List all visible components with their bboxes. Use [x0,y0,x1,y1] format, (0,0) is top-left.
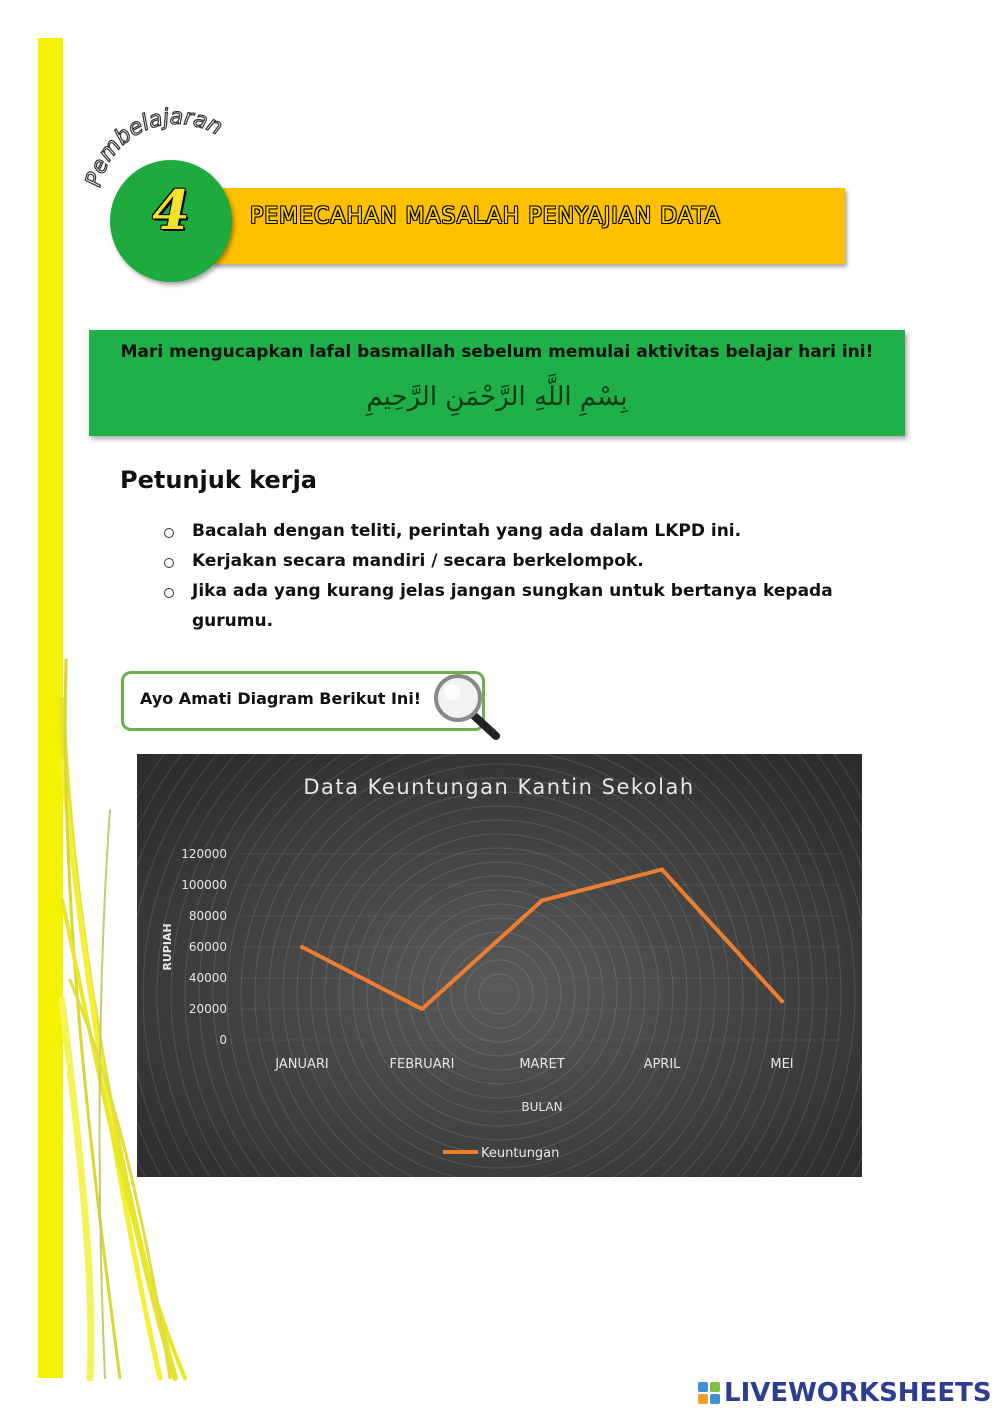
bullet-icon [164,528,174,538]
bullet-icon [164,588,174,598]
y-tick-label: 100000 [181,878,227,892]
instruction-text: Bacalah dengan teliti, perintah yang ada dalam LKPD ini. [192,521,742,541]
x-tick-label: JANUARI [275,1057,329,1072]
data-point [300,945,304,949]
y-tick-label: 40000 [188,971,227,985]
data-point [540,899,544,903]
chart-background [137,754,862,1177]
profit-line-chart [137,754,862,1177]
data-point [660,868,664,872]
data-point [420,1007,424,1011]
liveworksheets-logo [698,1378,992,1408]
list-item [160,516,860,546]
list-item [160,546,860,576]
page-title: PEMECAHAN MASALAH PENYAJIAN DATA [250,204,721,229]
x-axis-label: BULAN [521,1100,563,1114]
x-tick-label: MARET [519,1057,565,1072]
y-tick-label: 60000 [188,940,227,954]
prayer-box [89,330,905,436]
y-tick-label: 120000 [181,847,227,861]
data-point [780,999,784,1003]
legend-label: Keuntungan [481,1146,560,1161]
list-item [160,576,860,636]
instructions-title: Petunjuk kerja [120,466,317,494]
magnifier-icon [432,672,504,742]
y-tick-label: 80000 [188,909,227,923]
bullet-icon [164,558,174,568]
brand-name: LIVEWORKSHEETS [724,1378,992,1408]
svg-text:Pembelajaran: Pembelajaran [81,104,227,190]
y-axis-label: RUPIAH [161,923,174,971]
y-tick-label: 0 [219,1033,227,1047]
liveworksheets-icon [698,1382,720,1404]
y-tick-label: 20000 [188,1002,227,1016]
observe-box [121,671,485,731]
x-tick-label: APRIL [643,1057,681,1072]
basmalah-text: بِسْمِ اللَّهِ الرَّحْمَنِ الرَّحِيمِ [366,382,628,412]
prayer-message: Mari mengucapkan lafal basmallah sebelum memulai aktivitas belajar hari ini! [120,342,874,362]
x-tick-label: FEBRUARI [389,1057,455,1072]
instruction-text: Kerjakan secara mandiri / secara berkelompok. [192,551,644,571]
lesson-number: 4 [152,178,190,242]
x-tick-label: MEI [770,1057,794,1072]
instruction-text: Jika ada yang kurang jelas jangan sungkan untuk bertanya kepada gurumu. [192,581,833,631]
arc-label [0,0,300,200]
chart-title: Data Keuntungan Kantin Sekolah [303,775,695,799]
observe-label: Ayo Amati Diagram Berikut Ini! [140,689,422,708]
instructions-list [160,516,860,636]
